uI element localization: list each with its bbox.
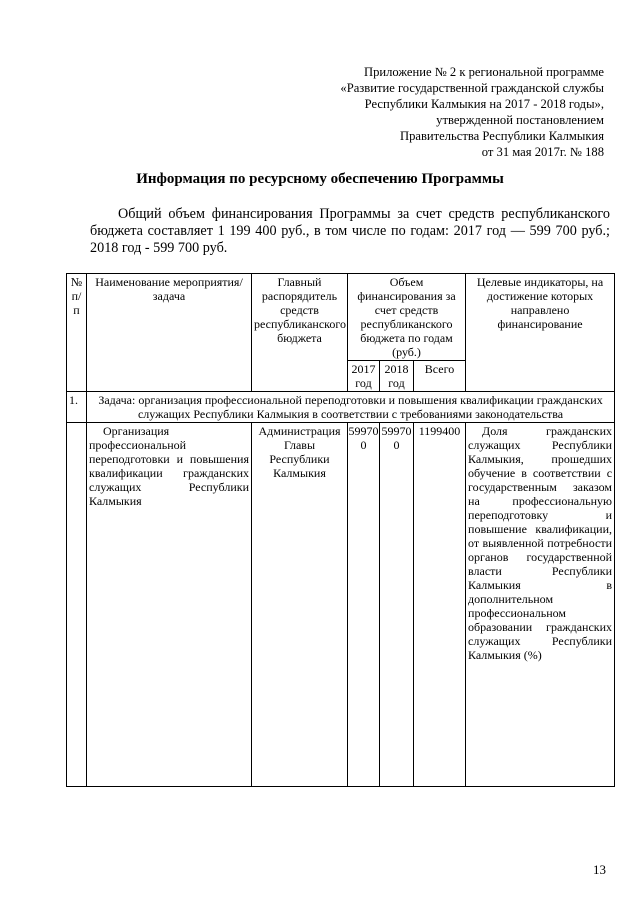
header-line: от 31 мая 2017г. № 188	[481, 145, 604, 159]
header-manager: Главный распорядитель средств республиканского бюджета	[252, 274, 348, 392]
resource-table	[66, 273, 615, 787]
header-year-2018: 2018 год	[380, 361, 414, 392]
item-indicator: Доля гражданских служащих Республики Калмыкия, прошедших обучение в соответствии с государственным заказом на профессиональную переподготовку и повышение квалификации, от выявленной потребности органов государственной власти Республики Калмыкия в дополнительном профессиональном образовании гражданских служащих Республики Калмыкия (%)	[466, 423, 615, 787]
approval-header	[304, 64, 604, 160]
header-indicators: Целевые индикаторы, на достижение которых направлено финансирование	[466, 274, 615, 392]
item-total: 1199400	[414, 423, 466, 787]
header-line: Приложение № 2 к региональной программе	[363, 65, 604, 79]
header-year-2017: 2017 год	[348, 361, 380, 392]
header-total: Всего	[414, 361, 466, 392]
intro-paragraph	[90, 206, 610, 257]
header-line: утвержденной постановлением	[436, 113, 604, 127]
item-name: Организация профессиональной переподготовки и повышения квалификации гражданских служащих Республики Калмыкия	[87, 423, 252, 787]
header-volume: Объем финансирования за счет средств республиканского бюджета по годам (руб.)	[348, 274, 466, 361]
table-row	[67, 423, 615, 787]
item-2018: 599700	[380, 423, 414, 787]
item-manager: Администрация Главы Республики Калмыкия	[252, 423, 348, 787]
intro-text: Общий объем финансирования Программы за счет средств республиканского бюджета составляет 1 199 400 руб., в том числе по годам: 2017 год — 599 700 руб.; 2018 год - 599 700 руб.	[90, 206, 610, 256]
task-row	[67, 392, 615, 423]
table-header-row	[67, 274, 615, 361]
header-name: Наименование мероприятия/ задача	[87, 274, 252, 392]
page-number: 13	[593, 862, 606, 877]
task-num: 1.	[67, 392, 87, 423]
item-num	[67, 423, 87, 787]
header-line: Республики Калмыкия на 2017 - 2018 годы»,	[364, 97, 604, 111]
header-line: Правительства Республики Калмыкия	[399, 129, 604, 143]
item-2017: 599700	[348, 423, 380, 787]
document-title: Информация по ресурсному обеспечению Программы	[136, 171, 504, 187]
header-line: «Развитие государственной гражданской службы	[340, 81, 604, 95]
header-num: № п/п	[67, 274, 87, 392]
task-text: Задача: организация профессиональной переподготовки и повышения квалификации гражданских служащих Республики Калмыкия в соответствии с требованиями законодательства	[87, 392, 615, 423]
